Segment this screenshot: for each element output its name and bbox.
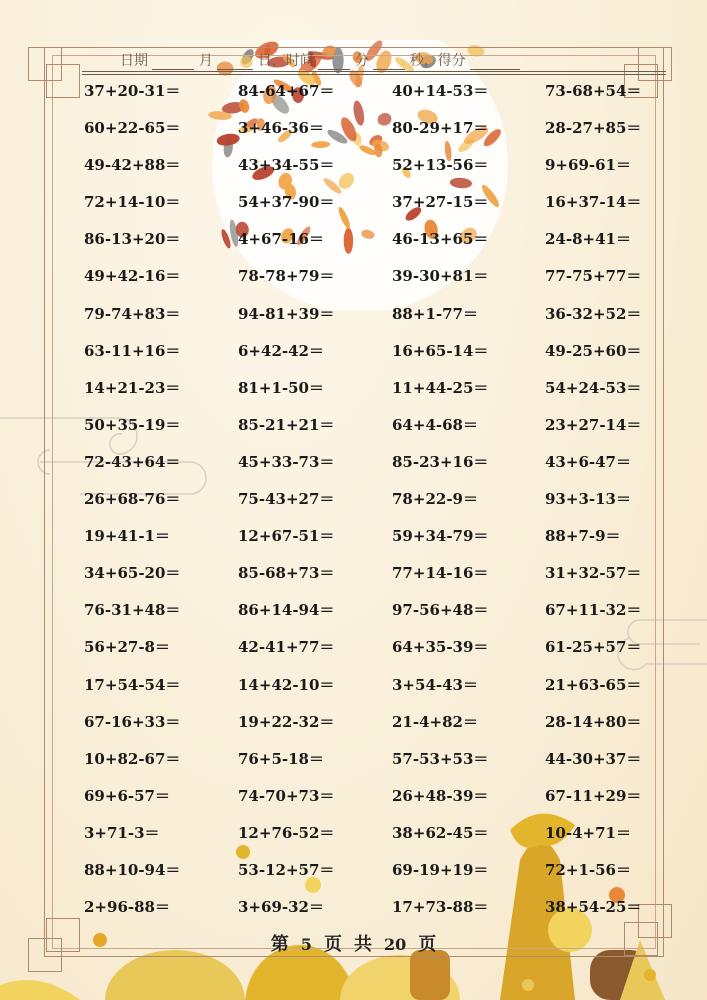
arithmetic-problem: 85-23+16＝ [392,452,489,471]
arithmetic-problem: 88+1-77＝ [392,304,478,323]
arithmetic-problem: 76+5-18＝ [238,749,324,768]
problem-row [84,674,684,711]
arithmetic-problem: 46-13+65＝ [392,230,489,249]
problem-row [84,822,684,859]
arithmetic-problem: 54+24-53＝ [545,378,642,397]
problem-row [84,562,684,599]
arithmetic-problem: 88+10-94＝ [84,860,181,879]
arithmetic-problem: 16+65-14＝ [392,341,489,360]
arithmetic-problem: 64+35-39＝ [392,638,489,657]
arithmetic-problem: 54+37-90＝ [238,193,335,212]
arithmetic-problem: 21-4+82＝ [392,712,478,731]
arithmetic-problem: 38+62-45＝ [392,823,489,842]
arithmetic-problem: 67-16+33＝ [84,712,181,731]
problem-row [84,265,684,302]
problem-row [84,340,684,377]
page-footer [0,930,707,956]
arithmetic-problem: 67-11+29＝ [545,786,642,805]
arithmetic-problem: 72+1-56＝ [545,860,631,879]
arithmetic-problem: 19+41-1＝ [84,527,170,546]
arithmetic-problem: 77+14-16＝ [392,564,489,583]
problem-row [84,377,684,414]
arithmetic-problem: 31+32-57＝ [545,564,642,583]
second-blank [373,55,405,70]
arithmetic-problem: 36-32+52＝ [545,304,642,323]
arithmetic-problem: 26+48-39＝ [392,786,489,805]
arithmetic-problem: 73-68+54＝ [545,82,642,100]
problem-row [84,451,684,488]
arithmetic-problem: 81+1-50＝ [238,378,324,397]
arithmetic-problem: 79-74+83＝ [84,304,181,323]
problem-row [84,488,684,525]
arithmetic-problem: 72+14-10＝ [84,193,181,212]
problem-row [84,859,684,896]
arithmetic-problem: 72-43+64＝ [84,452,181,471]
problem-row [84,80,684,117]
footer-page-word: 页 [323,934,342,955]
arithmetic-problem: 9+69-61＝ [545,156,631,175]
arithmetic-problem: 78-78+79＝ [238,267,335,286]
arithmetic-problem: 24-8+41＝ [545,230,631,249]
second-score-label: 秒，得分 [409,53,466,69]
arithmetic-problem: 88+7-9＝ [545,527,621,546]
arithmetic-problem: 4+67-16＝ [238,230,324,249]
arithmetic-problem: 10+82-67＝ [84,749,181,768]
problem-row [84,896,684,933]
arithmetic-problem: 39-30+81＝ [392,267,489,286]
arithmetic-problem: 69-19+19＝ [392,860,489,879]
problem-row [84,414,684,451]
arithmetic-problem: 97-56+48＝ [392,601,489,620]
arithmetic-problem: 61-25+57＝ [545,638,642,657]
arithmetic-problem: 42-41+77＝ [238,638,335,657]
arithmetic-problem: 14+42-10＝ [238,675,335,694]
arithmetic-problem: 3+71-3＝ [84,823,160,842]
footer-total-word: 共 [353,934,372,955]
arithmetic-problem: 10-4+71＝ [545,823,631,842]
total-page-number: 20 [383,935,407,954]
arithmetic-problem: 37+20-31＝ [84,82,181,100]
arithmetic-problem: 86+14-94＝ [238,601,335,620]
worksheet-header [120,50,620,72]
arithmetic-problem: 43+34-55＝ [238,156,335,175]
arithmetic-problem: 26+68-76＝ [84,490,181,509]
arithmetic-problem: 37+27-15＝ [392,193,489,212]
arithmetic-problem: 57-53+53＝ [392,749,489,768]
problem-row [84,525,684,562]
arithmetic-problem: 50+35-19＝ [84,415,181,434]
problem-row [84,154,684,191]
arithmetic-problem: 43+6-47＝ [545,452,631,471]
arithmetic-problem: 3+46-36＝ [238,119,324,138]
arithmetic-problem: 40+14-53＝ [392,82,489,100]
arithmetic-problem: 63-11+16＝ [84,341,181,360]
minute-blank [318,55,350,70]
arithmetic-problem: 6+42-42＝ [238,341,324,360]
month-label: 月 [198,53,213,69]
problem-row [84,228,684,265]
day-blank [217,55,253,70]
arithmetic-problem: 23+27-14＝ [545,415,642,434]
arithmetic-problem: 59+34-79＝ [392,527,489,546]
problem-row [84,117,684,154]
problem-row [84,748,684,785]
arithmetic-problem: 38+54-25＝ [545,898,642,917]
footer-suffix: 页 [418,934,437,955]
arithmetic-problem: 28-14+80＝ [545,712,642,731]
arithmetic-problem: 3+69-32＝ [238,898,324,917]
arithmetic-problem: 53-12+57＝ [238,860,335,879]
problem-row [84,636,684,673]
arithmetic-problem: 78+22-9＝ [392,490,478,509]
arithmetic-problem: 74-70+73＝ [238,786,335,805]
problem-row [84,599,684,636]
day-time-label: 日，时间 [257,53,314,69]
arithmetic-problem: 19+22-32＝ [238,712,335,731]
current-page-number: 5 [300,935,312,954]
month-blank [152,55,194,70]
arithmetic-problem: 16+37-14＝ [545,193,642,212]
arithmetic-problem: 64+4-68＝ [392,415,478,434]
arithmetic-problem: 52+13-56＝ [392,156,489,175]
arithmetic-problem: 77-75+77＝ [545,267,642,286]
arithmetic-problem: 2+96-88＝ [84,898,170,917]
arithmetic-problem: 49-42+88＝ [84,156,181,175]
arithmetic-problem: 85-21+21＝ [238,415,335,434]
header-rule-bottom [82,74,666,75]
problem-row [84,785,684,822]
arithmetic-problem: 3+54-43＝ [392,675,478,694]
problem-row [84,191,684,228]
arithmetic-problem: 80-29+17＝ [392,119,489,138]
arithmetic-problem: 75-43+27＝ [238,490,335,509]
arithmetic-problem: 34+65-20＝ [84,564,181,583]
arithmetic-problem: 49-25+60＝ [545,341,642,360]
score-blank [470,55,520,70]
arithmetic-problem: 84-64+67＝ [238,82,335,100]
problem-grid [84,80,684,933]
footer-prefix: 第 [270,934,289,955]
date-label: 日期 [120,53,148,69]
arithmetic-problem: 56+27-8＝ [84,638,170,657]
arithmetic-problem: 86-13+20＝ [84,230,181,249]
arithmetic-problem: 85-68+73＝ [238,564,335,583]
arithmetic-problem: 60+22-65＝ [84,119,181,138]
minute-label: 分 [354,53,369,69]
arithmetic-problem: 76-31+48＝ [84,601,181,620]
arithmetic-problem: 44-30+37＝ [545,749,642,768]
arithmetic-problem: 14+21-23＝ [84,378,181,397]
arithmetic-problem: 94-81+39＝ [238,304,335,323]
problem-row [84,711,684,748]
problem-row [84,303,684,340]
corner-ornament-top-left-inner [46,64,80,98]
arithmetic-problem: 12+76-52＝ [238,823,335,842]
arithmetic-problem: 45+33-73＝ [238,452,335,471]
arithmetic-problem: 49+42-16＝ [84,267,181,286]
arithmetic-problem: 17+54-54＝ [84,675,181,694]
arithmetic-problem: 11+44-25＝ [392,378,489,397]
arithmetic-problem: 69+6-57＝ [84,786,170,805]
arithmetic-problem: 28-27+85＝ [545,119,642,138]
arithmetic-problem: 21+63-65＝ [545,675,642,694]
arithmetic-problem: 12+67-51＝ [238,527,335,546]
arithmetic-problem: 93+3-13＝ [545,490,631,509]
arithmetic-problem: 17+73-88＝ [392,898,489,917]
arithmetic-problem: 67+11-32＝ [545,601,642,620]
